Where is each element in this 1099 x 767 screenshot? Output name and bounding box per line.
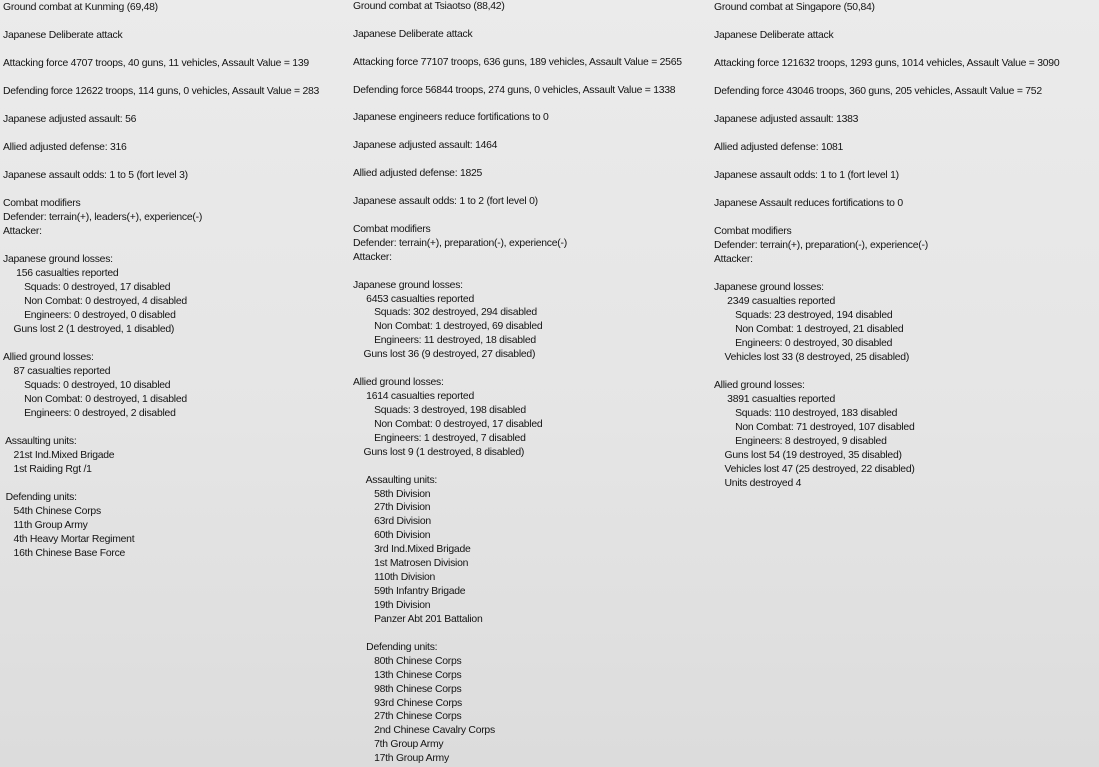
report-line: Defending force 12622 troops, 114 guns, 0 vehicles, Assault Value = 283	[3, 86, 320, 97]
report-line: Engineers: 11 destroyed, 18 disabled	[353, 335, 536, 347]
report-line: 11th Group Army	[3, 520, 88, 531]
report-line: 98th Chinese Corps	[353, 683, 462, 695]
report-line: Squads: 0 destroyed, 17 disabled	[3, 282, 171, 293]
report-line: 156 casualties reported	[3, 268, 119, 279]
report-line: Attacker:	[3, 226, 42, 237]
report-line: Allied adjusted defense: 316	[3, 142, 127, 153]
report-line: Attacker:	[714, 254, 753, 265]
report-line: 1st Matrosen Division	[353, 558, 469, 570]
report-line: Combat modifiers	[714, 226, 792, 237]
report-line: 1614 casualties reported	[353, 391, 474, 403]
report-line: 16th Chinese Base Force	[3, 548, 126, 559]
report-line: Defending units:	[353, 641, 438, 653]
report-line: 58th Division	[353, 488, 431, 500]
report-line: Non Combat: 0 destroyed, 1 disabled	[3, 394, 187, 405]
report-line: Engineers: 0 destroyed, 0 disabled	[3, 310, 176, 321]
report-line: 2349 casualties reported	[714, 296, 835, 307]
report-line: Squads: 302 destroyed, 294 disabled	[353, 307, 537, 319]
report-line: Vehicles lost 33 (8 destroyed, 25 disabled)	[714, 352, 910, 363]
report-line: 3891 casualties reported	[714, 394, 835, 405]
report-line: Japanese assault odds: 1 to 1 (fort level 1)	[714, 170, 899, 181]
report-line: Non Combat: 1 destroyed, 69 disabled	[353, 321, 543, 333]
report-line: Assaulting units:	[353, 474, 438, 486]
report-line: 27th Division	[353, 502, 431, 514]
report-line: Japanese Deliberate attack	[353, 28, 473, 40]
report-line: Allied ground losses:	[353, 377, 444, 389]
combat-report-singapore	[714, 0, 1099, 767]
report-line: 1st Raiding Rgt /1	[3, 464, 92, 475]
report-line: Engineers: 8 destroyed, 9 disabled	[714, 436, 887, 447]
report-line: Engineers: 1 destroyed, 7 disabled	[353, 432, 526, 444]
report-line: 27th Chinese Corps	[353, 711, 462, 723]
report-line: Defending force 56844 troops, 274 guns, 0 vehicles, Assault Value = 1338	[353, 84, 676, 96]
report-line: Guns lost 9 (1 destroyed, 8 disabled)	[353, 446, 525, 458]
report-line: Non Combat: 71 destroyed, 107 disabled	[714, 422, 915, 433]
report-line: Combat modifiers	[3, 198, 81, 209]
report-line: Japanese adjusted assault: 1383	[714, 114, 859, 125]
report-line: 63rd Division	[353, 516, 431, 528]
report-line: Allied ground losses:	[3, 352, 94, 363]
report-line: Squads: 23 destroyed, 194 disabled	[714, 310, 893, 321]
report-line: 6453 casualties reported	[353, 293, 474, 305]
report-line: Squads: 3 destroyed, 198 disabled	[353, 404, 526, 416]
report-title: Ground combat at Tsiaotso (88,42)	[353, 1, 505, 12]
report-line: 93rd Chinese Corps	[353, 697, 463, 709]
report-line: Guns lost 2 (1 destroyed, 1 disabled)	[3, 324, 175, 335]
report-line: Non Combat: 1 destroyed, 21 disabled	[714, 324, 904, 335]
report-line: Vehicles lost 47 (25 destroyed, 22 disabled)	[714, 464, 915, 475]
report-line: Defender: terrain(+), preparation(-), experience(-)	[353, 237, 567, 249]
report-line: 7th Group Army	[353, 739, 444, 751]
report-line: Defending force 43046 troops, 360 guns, 205 vehicles, Assault Value = 752	[714, 86, 1042, 97]
report-line: Defending units:	[3, 492, 77, 503]
report-line: Japanese adjusted assault: 56	[3, 114, 137, 125]
report-line: 17th Group Army	[353, 753, 449, 765]
report-line: Allied adjusted defense: 1081	[714, 142, 844, 153]
report-line: 87 casualties reported	[3, 366, 111, 377]
report-line: Assaulting units:	[3, 436, 77, 447]
report-title: Ground combat at Kunming (69,48)	[3, 2, 158, 13]
report-line: Allied ground losses:	[714, 380, 805, 391]
report-line: Japanese engineers reduce fortifications to 0	[353, 112, 549, 124]
report-line: Japanese Deliberate attack	[714, 30, 834, 41]
report-line: 19th Division	[353, 599, 431, 611]
report-line: Attacker:	[353, 251, 392, 263]
report-line: Defender: terrain(+), leaders(+), experience(-)	[3, 212, 203, 223]
report-line: Panzer Abt 201 Battalion	[353, 613, 483, 625]
report-line: 80th Chinese Corps	[353, 655, 462, 667]
report-line: 21st Ind.Mixed Brigade	[3, 450, 115, 461]
report-line: 54th Chinese Corps	[3, 506, 101, 517]
report-line: Engineers: 0 destroyed, 30 disabled	[714, 338, 893, 349]
report-line: Units destroyed 4	[714, 478, 802, 489]
report-line: Japanese ground losses:	[714, 282, 824, 293]
report-line: Combat modifiers	[353, 223, 431, 235]
report-line: Guns lost 54 (19 destroyed, 35 disabled)	[714, 450, 902, 461]
report-line: Non Combat: 0 destroyed, 4 disabled	[3, 296, 187, 307]
report-line: 59th Infantry Brigade	[353, 586, 466, 598]
report-line: Japanese Assault reduces fortifications to 0	[714, 198, 903, 209]
report-line: Squads: 110 destroyed, 183 disabled	[714, 408, 898, 419]
report-line: 13th Chinese Corps	[353, 669, 462, 681]
report-line: Japanese assault odds: 1 to 5 (fort level 3)	[3, 170, 188, 181]
report-line: Attacking force 121632 troops, 1293 guns, 1014 vehicles, Assault Value = 3090	[714, 58, 1060, 69]
report-line: Japanese Deliberate attack	[3, 30, 123, 41]
report-line: 4th Heavy Mortar Regiment	[3, 534, 135, 545]
combat-report-kunming	[0, 0, 352, 767]
report-line: Squads: 0 destroyed, 10 disabled	[3, 380, 171, 391]
report-title: Ground combat at Singapore (50,84)	[714, 2, 875, 13]
report-line: Japanese ground losses:	[353, 279, 463, 291]
report-line: Japanese ground losses:	[3, 254, 113, 265]
report-line: 3rd Ind.Mixed Brigade	[353, 544, 471, 556]
report-line: Defender: terrain(+), preparation(-), experience(-)	[714, 240, 928, 251]
report-line: Japanese assault odds: 1 to 2 (fort level 0)	[353, 196, 538, 208]
report-line: Attacking force 4707 troops, 40 guns, 11 vehicles, Assault Value = 139	[3, 58, 309, 69]
report-line: Allied adjusted defense: 1825	[353, 168, 483, 180]
report-line: 110th Division	[353, 572, 436, 584]
combat-report-tsiaotso	[352, 0, 714, 767]
report-line: Attacking force 77107 troops, 636 guns, 189 vehicles, Assault Value = 2565	[353, 56, 682, 68]
report-line: Guns lost 36 (9 destroyed, 27 disabled)	[353, 349, 536, 361]
report-line: 60th Division	[353, 530, 431, 542]
report-line: Engineers: 0 destroyed, 2 disabled	[3, 408, 176, 419]
report-line: Non Combat: 0 destroyed, 17 disabled	[353, 418, 543, 430]
report-line: 2nd Chinese Cavalry Corps	[353, 725, 495, 737]
report-line: Japanese adjusted assault: 1464	[353, 140, 498, 152]
